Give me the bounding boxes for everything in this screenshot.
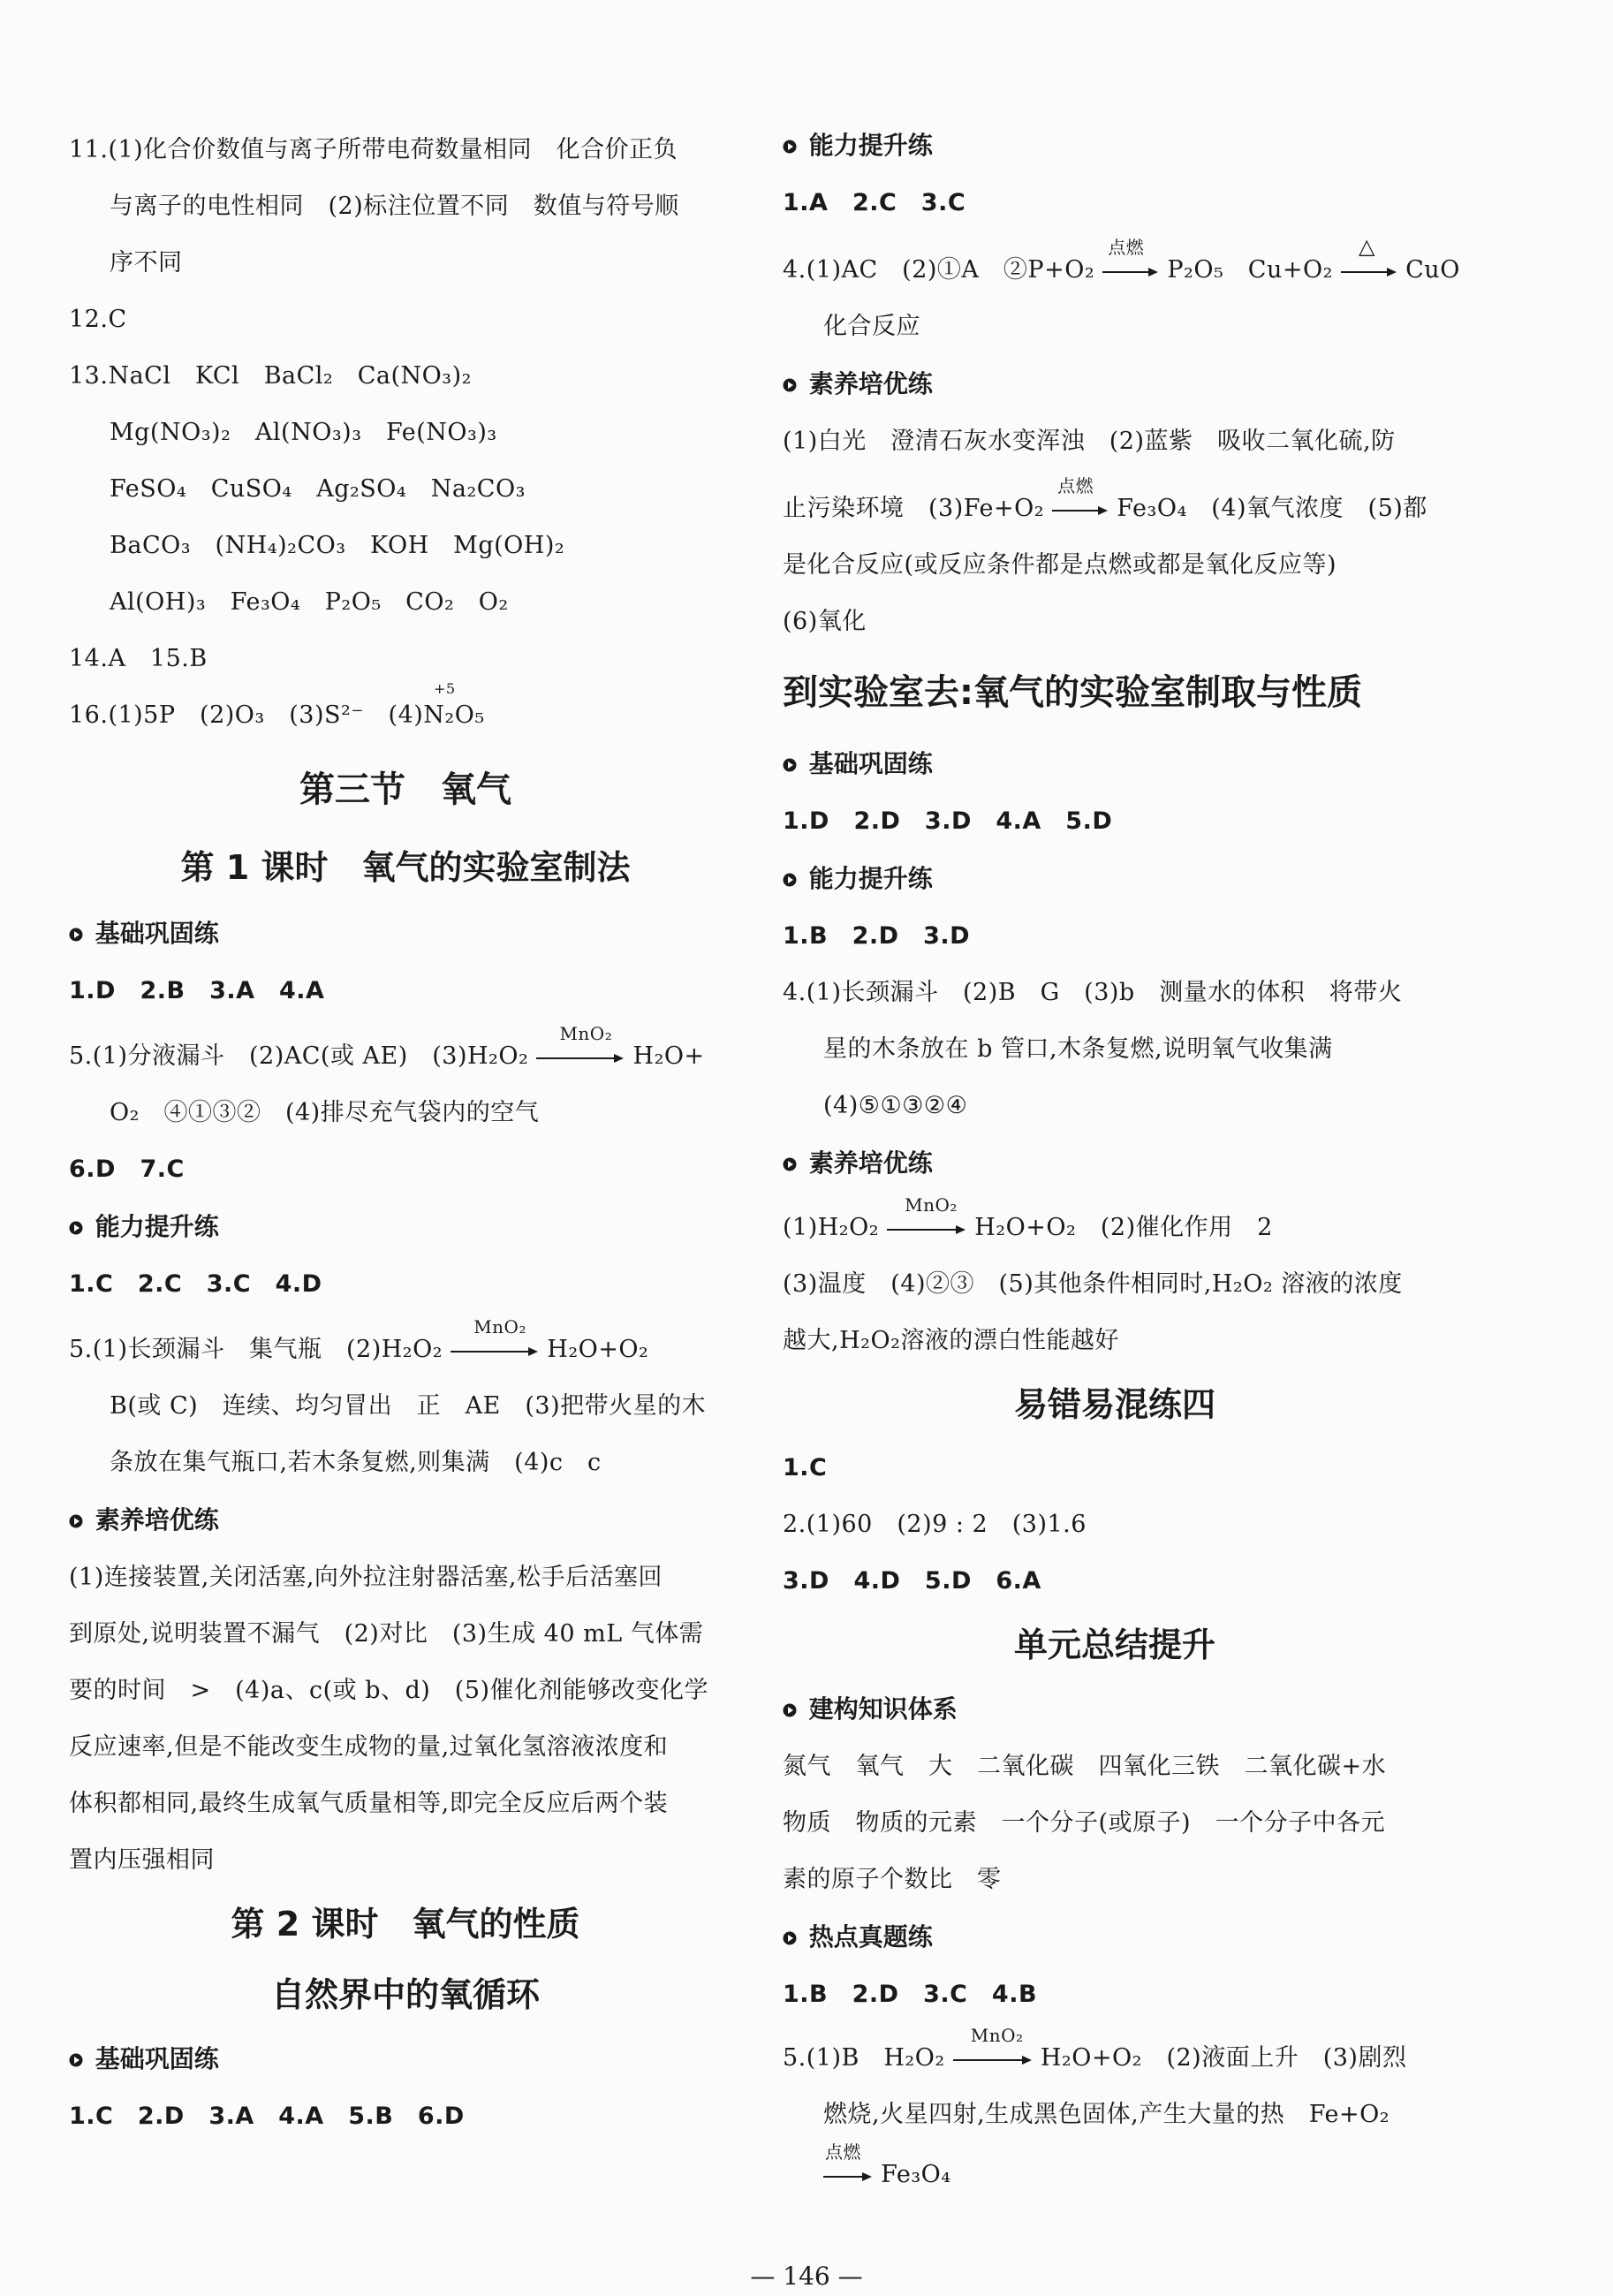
reaction-condition: 点燃 (1108, 236, 1145, 258)
reaction-condition: MnO₂ (559, 1022, 613, 1044)
section-heading-label: 建构知识体系 (808, 1694, 958, 1724)
section-heading-label: 热点真题练 (808, 1922, 933, 1951)
answer-line: 置内压强相同 (69, 1846, 215, 1874)
equation-text: CuO (1405, 256, 1460, 284)
equation-text: H₂O+O₂ (2)液面上升 (3)剧烈 (1040, 2044, 1407, 2072)
equation-text: H₂O+O₂ (2)催化作用 2 (974, 1214, 1273, 1241)
reaction-condition: 点燃 (1057, 474, 1094, 496)
answer-line: 2.(1)60 (2)9 : 2 (3)1.6 (783, 1511, 1087, 1538)
arrow-icon (1052, 504, 1109, 517)
answer-line (69, 2088, 742, 2145)
arrow-icon (1102, 266, 1159, 278)
section-heading (783, 735, 1447, 793)
answer-line: 12.C (69, 306, 127, 333)
answer-line: B(或 C) 连续、均匀冒出 正 AE (3)把带火星的木 (110, 1392, 707, 1420)
left-column (69, 122, 742, 2145)
lesson-subtitle: 自然界中的氧循环 (270, 1975, 540, 2014)
section-heading (783, 1134, 1447, 1193)
section-heading (783, 117, 1447, 175)
section-heading (783, 1680, 1447, 1739)
reaction-arrow (823, 2141, 873, 2185)
answer-key: 1.C 2.D 3.A 4.A 5.B 6.D (69, 2103, 465, 2130)
section-heading (783, 1908, 1447, 1966)
answer-line (783, 793, 1447, 850)
answer-line (783, 1966, 1447, 2023)
answer-line: 4.(1)长颈漏斗 (2)B G (3)b 测量水的体积 将带火 (783, 979, 1403, 1006)
section-heading (783, 850, 1447, 908)
arrow-icon (536, 1052, 625, 1065)
answer-line (783, 474, 1447, 537)
equation-text: H₂O+ (632, 1042, 705, 1070)
reaction-arrow (451, 1315, 539, 1360)
answer-line: 条放在集气瓶口,若木条复燃,则集满 (4)c c (110, 1449, 602, 1476)
answer-line (783, 908, 1447, 965)
section-heading-label: 基础巩固练 (95, 2044, 219, 2073)
answer-line (783, 1553, 1447, 1610)
answer-line (783, 233, 1460, 299)
answer-line (69, 1315, 742, 1378)
section-heading-label: 基础巩固练 (808, 749, 933, 778)
answer-key: 1.B 2.D 3.D (783, 922, 971, 950)
equation-text: (1)H₂O₂ (783, 1214, 880, 1241)
play-marker-icon (69, 1220, 83, 1236)
answer-line (783, 2024, 1447, 2087)
answer-line: 是化合反应(或反应条件都是点燃或都是氧化反应等) (783, 551, 1337, 579)
reaction-arrow (1052, 474, 1109, 519)
play-marker-icon (69, 927, 83, 943)
equation-text: 5.(1)B H₂O₂ (783, 2044, 945, 2072)
reaction-arrow (887, 1193, 966, 1238)
answer-line: 序不同 (110, 249, 183, 277)
answer-key: 1.C 2.C 3.C 4.D (69, 1270, 322, 1298)
answer-key: 1.D 2.D 3.D 4.A 5.D (783, 807, 1113, 835)
page-number: — 146 — (750, 2262, 863, 2291)
answer-line: 氮气 氧气 大 二氧化碳 四氧化三铁 二氧化碳+水 (783, 1753, 1387, 1780)
section-heading (69, 1491, 742, 1550)
answer-line: (4)⑤①③②④ (823, 1092, 968, 1119)
play-marker-icon (783, 1156, 797, 1172)
answer-line: 13.NaCl KCl BaCl₂ Ca(NO₃)₂ (69, 362, 472, 390)
equation-text: 5.(1)长颈漏斗 集气瓶 (2)H₂O₂ (69, 1336, 443, 1363)
equation-text: 4.(1)AC (2)①A ②P+O₂ (783, 256, 1095, 284)
answer-line (783, 175, 1447, 231)
reaction-condition: MnO₂ (905, 1193, 958, 1216)
section-heading-label: 能力提升练 (808, 131, 933, 160)
answer-line: 体积都相同,最终生成氧气质量相等,即完全反应后两个装 (69, 1790, 669, 1817)
valence-superscript: +5 (434, 680, 456, 697)
arrow-icon (451, 1345, 539, 1358)
answer-line: 星的木条放在 b 管口,木条复燃,说明氧气收集满 (823, 1035, 1333, 1063)
answer-line: (1)白光 澄清石灰水变浑浊 (2)蓝紫 吸收二氧化硫,防 (783, 428, 1396, 455)
play-marker-icon (783, 1930, 797, 1946)
section-heading-label: 基础巩固练 (95, 919, 219, 948)
arrow-icon (1341, 266, 1397, 278)
answer-key: 1.B 2.D 3.C 4.B (783, 1981, 1038, 2008)
section-title: 到实验室去:氧气的实验室制取与性质 (783, 672, 1362, 713)
answer-line: 化合反应 (823, 313, 920, 340)
answer-line (69, 1022, 742, 1085)
answer-line: 物质 物质的元素 一个分子(或原子) 一个分子中各元 (783, 1809, 1386, 1837)
answer-line: 14.A 15.B (69, 645, 208, 672)
answer-line: 素的原子个数比 零 (783, 1866, 1002, 1893)
section-heading (69, 905, 742, 963)
answer-line: 与离子的电性相同 (2)标注位置不同 数值与符号顺 (110, 193, 679, 220)
reaction-arrow (1341, 233, 1397, 280)
reaction-arrow (536, 1022, 625, 1066)
answer-line: 越大,H₂O₂溶液的漂白性能越好 (783, 1327, 1119, 1354)
arrow-icon (887, 1224, 966, 1236)
play-marker-icon (783, 872, 797, 888)
reaction-condition: MnO₂ (473, 1315, 526, 1337)
right-column (783, 122, 1460, 2203)
answer-line: (1)连接装置,关闭活塞,向外拉注射器活塞,松手后活塞回 (69, 1564, 663, 1591)
section-heading-label: 素养培优练 (808, 369, 933, 398)
answer-key: 1.D 2.B 3.A 4.A (69, 977, 325, 1004)
answer-line: Mg(NO₃)₂ Al(NO₃)₃ Fe(NO₃)₃ (110, 419, 497, 446)
section-title: 第三节 氧气 (299, 769, 511, 810)
play-marker-icon (783, 377, 797, 393)
answer-line (69, 680, 742, 744)
answer-key: 1.A 2.C 3.C (783, 189, 966, 216)
section-heading-label: 能力提升练 (95, 1212, 219, 1241)
equation-text: Fe₃O₄ (4)氧气浓度 (5)都 (1117, 495, 1427, 522)
section-heading (783, 355, 1447, 413)
answer-line: 反应速率,但是不能改变生成物的量,过氧化氢溶液浓度和 (69, 1733, 669, 1761)
section-heading (69, 1198, 742, 1256)
answer-key: 6.D 7.C (69, 1156, 185, 1183)
answer-line: (3)温度 (4)②③ (5)其他条件相同时,H₂O₂ 溶液的浓度 (783, 1270, 1403, 1298)
lesson-title: 第 1 课时 氧气的实验室制法 (180, 848, 631, 887)
answer-line (69, 1141, 742, 1198)
section-title: 单元总结提升 (1013, 1625, 1215, 1664)
play-marker-icon (783, 139, 797, 155)
arrow-icon (953, 2054, 1033, 2066)
section-heading-label: 素养培优练 (808, 1148, 933, 1178)
section-heading-label: 能力提升练 (808, 864, 933, 893)
reaction-condition: △ (1359, 233, 1376, 259)
reaction-condition: 点燃 (825, 2141, 861, 2163)
answer-line: BaCO₃ (NH₄)₂CO₃ KOH Mg(OH)₂ (110, 532, 565, 559)
lesson-title: 第 2 课时 氧气的性质 (231, 1905, 580, 1944)
reaction-arrow (1102, 236, 1159, 280)
section-title: 易错易混练四 (1013, 1385, 1215, 1424)
answer-line: FeSO₄ CuSO₄ Ag₂SO₄ Na₂CO₃ (110, 475, 526, 503)
equation-text: 止污染环境 (3)Fe+O₂ (783, 495, 1045, 522)
equation-text: 5.(1)分液漏斗 (2)AC(或 AE) (3)H₂O₂ (69, 1042, 529, 1070)
answer-line (783, 2141, 1447, 2203)
equation-text: P₂O₅ Cu+O₂ (1167, 256, 1333, 284)
answer-line (69, 963, 742, 1019)
answer-line: 要的时间 > (4)a、c(或 b、d) (5)催化剂能够改变化学 (69, 1677, 709, 1704)
answer-line (783, 1440, 1447, 1497)
answer-line (69, 1256, 742, 1313)
answer-key: 1.C (783, 1454, 828, 1481)
answer-line: (6)氧化 (783, 608, 867, 635)
answer-line: O₂ ④①③② (4)排尽充气袋内的空气 (110, 1099, 540, 1126)
reaction-condition: MnO₂ (970, 2024, 1024, 2046)
play-marker-icon (783, 1702, 797, 1718)
answer-line: 到原处,说明装置不漏气 (2)对比 (3)生成 40 mL 气体需 (69, 1620, 704, 1648)
answer-line: 11.(1)化合价数值与离子所带电荷数量相同 化合价正负 (69, 136, 678, 163)
answer-line: Al(OH)₃ Fe₃O₄ P₂O₅ CO₂ O₂ (110, 588, 509, 616)
equation-text: H₂O+O₂ (547, 1336, 649, 1363)
play-marker-icon (69, 2052, 83, 2068)
answer-key: 3.D 4.D 5.D 6.A (783, 1567, 1041, 1595)
answer-line: 燃烧,火星四射,生成黑色固体,产生大量的热 Fe+O₂ (823, 2101, 1390, 2128)
answer-line (783, 1193, 1447, 1256)
reaction-arrow (953, 2024, 1033, 2068)
arrow-icon (823, 2171, 873, 2183)
section-heading-label: 素养培优练 (95, 1505, 219, 1534)
q16-text: 16.(1)5P (2)O₃ (3)S²⁻ (4)N₂O₅ (69, 701, 485, 729)
play-marker-icon (783, 757, 797, 773)
section-heading (69, 2030, 742, 2088)
equation-text: Fe₃O₄ (881, 2161, 951, 2188)
play-marker-icon (69, 1513, 83, 1529)
